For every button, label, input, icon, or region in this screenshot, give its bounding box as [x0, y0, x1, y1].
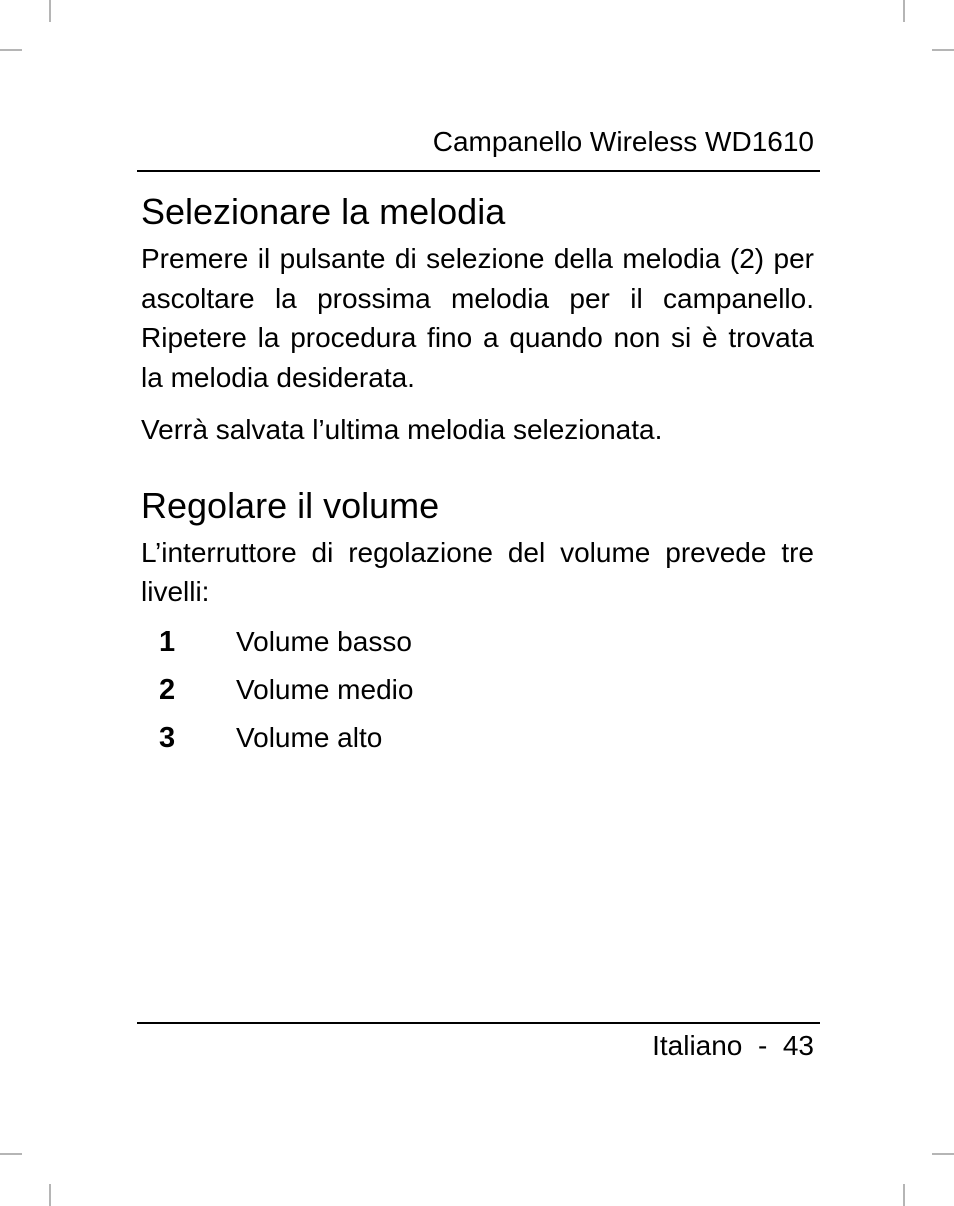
crop-mark-bottom-right — [903, 1184, 905, 1206]
volume-level-item — [141, 626, 814, 674]
volume-level-label: Volume alto — [236, 721, 383, 753]
section-adjust-volume — [141, 484, 814, 770]
header-rule — [137, 170, 820, 172]
footer-language: Italiano — [652, 1030, 743, 1061]
heading-select-melody: Selezionare la melodia — [141, 191, 506, 232]
volume-level-item — [141, 722, 814, 770]
crop-mark-top-right — [903, 0, 905, 22]
page-number: 43 — [782, 1030, 814, 1061]
heading-adjust-volume: Regolare il volume — [141, 484, 440, 526]
volume-level-number: 2 — [159, 673, 176, 706]
crop-mark-left-top — [0, 49, 22, 51]
crop-mark-right-bottom — [932, 1153, 954, 1155]
page-content — [141, 190, 814, 770]
crop-mark-right-top — [932, 49, 954, 51]
section-select-melody — [141, 190, 814, 450]
volume-level-label: Volume basso — [236, 625, 412, 657]
volume-level-item — [141, 674, 814, 722]
volume-levels-list — [141, 626, 814, 770]
volume-level-number: 1 — [159, 625, 176, 658]
crop-mark-top-left — [49, 0, 51, 22]
running-header: Campanello Wireless WD1610 — [432, 126, 814, 157]
melody-instructions: Premere il pulsante di selezione della melodia (2) per ascoltare la prossima melodia per il campanello. Ripetere la procedura fino a quando non si è trovata la melodia desiderata. — [141, 243, 814, 394]
volume-level-number: 3 — [159, 721, 176, 754]
volume-level-label: Volume medio — [236, 673, 414, 705]
volume-intro: L’interruttore di regolazione del volume prevede tre livelli: — [141, 536, 814, 608]
melody-saved-note: Verrà salvata l’ultima melodia selezionata. — [141, 413, 663, 445]
running-footer — [137, 1028, 814, 1064]
crop-mark-left-bottom — [0, 1153, 22, 1155]
footer-rule — [137, 1022, 820, 1024]
crop-mark-bottom-left — [49, 1184, 51, 1206]
footer-separator: - — [757, 1030, 768, 1061]
